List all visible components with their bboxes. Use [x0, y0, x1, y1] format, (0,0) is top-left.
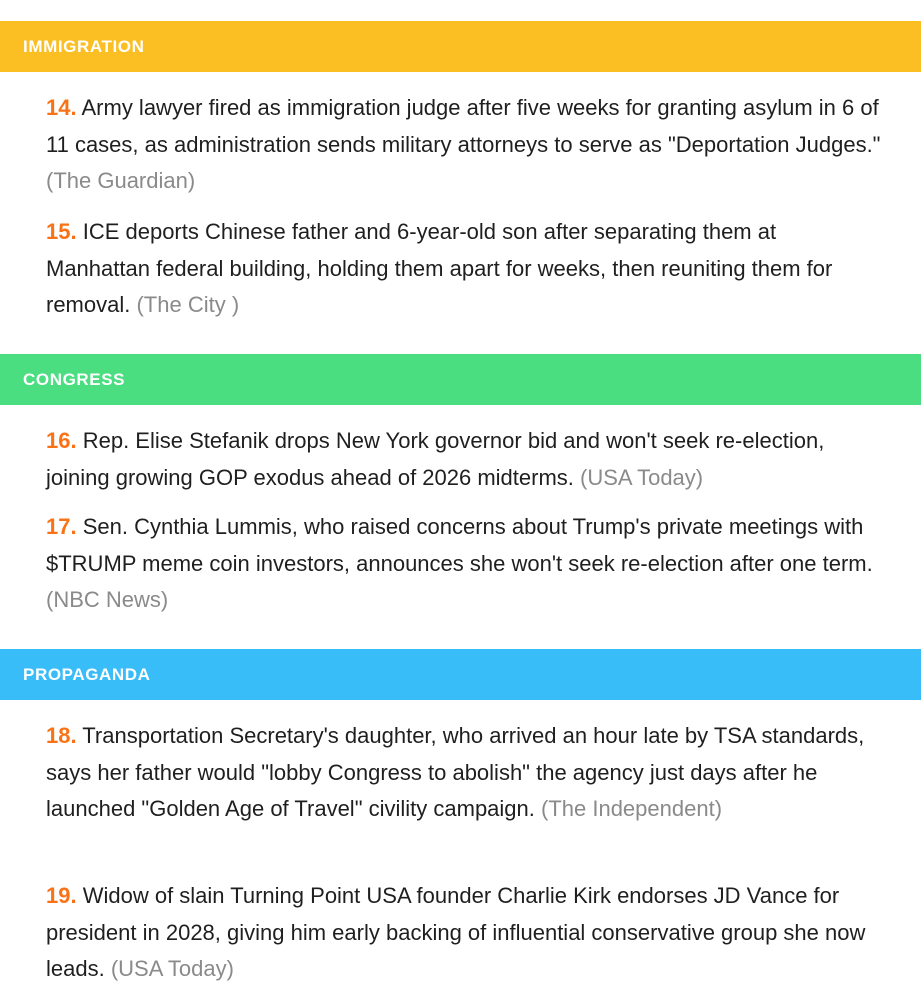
item-number: 18.	[46, 723, 77, 748]
item-number: 14.	[46, 95, 77, 120]
item-text: ICE deports Chinese father and 6-year-old son after separating them at Manhattan federal building, holding them apart for weeks, then reuniting them for removal.	[46, 219, 833, 317]
section-title: CONGRESS	[23, 369, 126, 389]
section-title: PROPAGANDA	[23, 664, 151, 684]
item-source-link[interactable]: (USA Today)	[580, 464, 704, 490]
item-source-link[interactable]: (The City )	[136, 292, 240, 317]
item-number: 16.	[46, 428, 77, 453]
item-source-link[interactable]: (NBC News)	[46, 587, 169, 612]
section-header-propaganda	[0, 649, 921, 700]
item-text: Sen. Cynthia Lummis, who raised concerns about Trump's private meetings with $TRUMP meme coin investors, announces she won't seek re-election after one term.	[46, 514, 873, 576]
news-item	[46, 423, 886, 496]
section-header-immigration	[0, 21, 921, 72]
item-text: Army lawyer fired as immigration judge after five weeks for granting asylum in 6 of 11 cases, as administration sends military attorneys to serve as "Deportation Judges."	[46, 95, 881, 157]
item-number: 17.	[46, 514, 77, 539]
item-number: 19.	[46, 883, 77, 908]
item-number: 15.	[46, 219, 77, 244]
news-item	[46, 214, 886, 324]
section-title: IMMIGRATION	[23, 36, 145, 56]
item-text: Transportation Secretary's daughter, who arrived an hour late by TSA standards, says her father would "lobby Congress to abolish" the agency just days after he launched "Golden Age of Travel" civility campaign.	[46, 723, 865, 821]
section-header-congress	[0, 354, 921, 405]
news-item	[46, 718, 886, 828]
news-item	[46, 878, 886, 988]
item-text: Rep. Elise Stefanik drops New York governor bid and won't seek re-election, joining growing GOP exodus ahead of 2026 midterms.	[46, 428, 825, 490]
item-source-link[interactable]: (The Independent)	[541, 796, 723, 821]
news-item	[46, 90, 886, 200]
news-item	[46, 509, 886, 619]
item-source-link[interactable]: (The Guardian)	[46, 168, 196, 193]
item-text: Widow of slain Turning Point USA founder Charlie Kirk endorses JD Vance for president in 2028, giving him early backing of influential conservative group she now leads.	[46, 883, 866, 981]
item-source-link[interactable]: (USA Today)	[110, 956, 234, 981]
